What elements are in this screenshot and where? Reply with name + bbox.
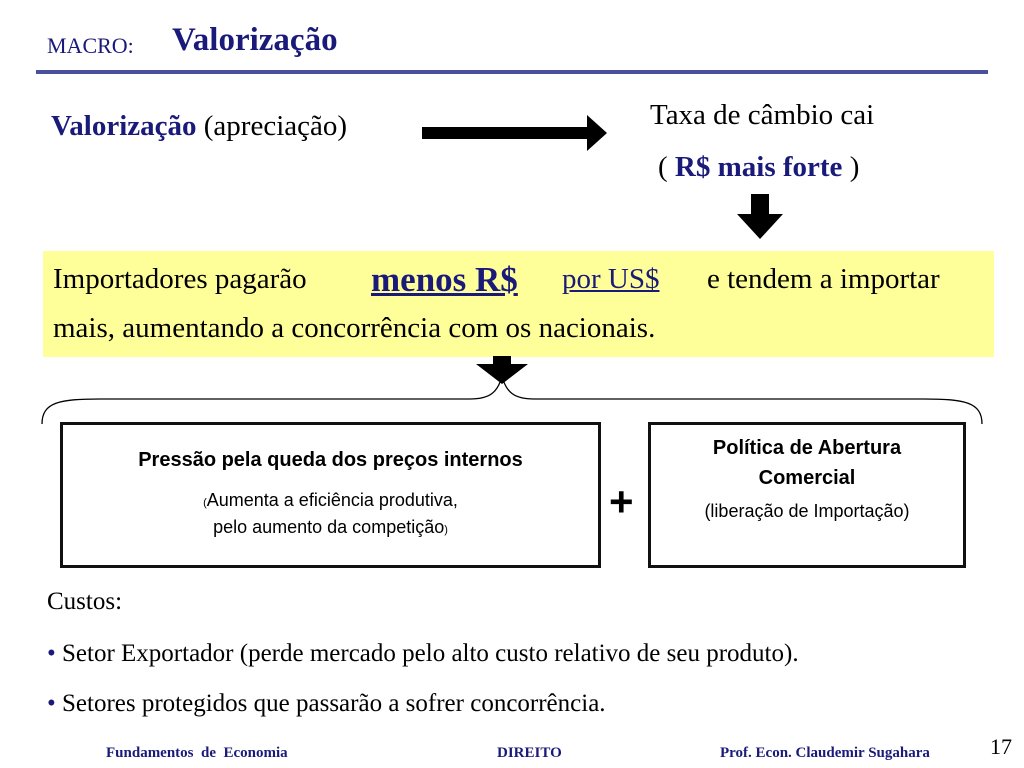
card-left-heading: Pressão pela queda dos preços internos [138, 449, 523, 471]
plus-sign: + [609, 478, 634, 525]
card-left-open-paren: ( [203, 497, 207, 509]
importers-text-line2: mais, aumentando a concorrência com os nacionais. [53, 312, 656, 344]
card-left-line2: pelo aumento da competição [213, 517, 445, 537]
arrow-right-icon [422, 113, 607, 153]
bullet-icon: • [47, 690, 56, 717]
footer-course: Fundamentos de Economia [106, 745, 288, 761]
list-item [47, 690, 606, 718]
internal-price-pressure-card [60, 422, 601, 568]
card-right-heading-line1: Política de Abertura [712, 437, 902, 459]
card-right-body: (liberação de Importação) [704, 501, 910, 521]
page-number: 17 [990, 734, 1012, 759]
lead-statement [51, 110, 347, 143]
paren-open: ( [658, 151, 675, 183]
bullet-icon: • [47, 640, 56, 667]
importers-text-prefix: Importadores pagarão [53, 263, 307, 295]
costs-title: Custos: [47, 588, 123, 615]
title-divider [36, 70, 988, 74]
list-item-text: Setor Exportador (perde mercado pelo alto custo relativo de seu produto). [62, 640, 799, 667]
list-item-text: Setores protegidos que passarão a sofrer concorrência. [62, 690, 606, 717]
card-left-close-paren: ) [444, 524, 448, 536]
importers-text-suffix: e tendem a importar [707, 263, 940, 295]
curly-brace-icon [40, 372, 986, 426]
paren-close: ) [842, 151, 860, 183]
exchange-rate-falls: Taxa de câmbio cai [650, 99, 875, 131]
title-prefix: MACRO: [47, 33, 134, 58]
lead-highlight: Valorização [51, 110, 197, 142]
stronger-real-highlight: R$ mais forte [674, 151, 843, 183]
footer-author: Prof. Econ. Claudemir Sugahara [720, 745, 930, 761]
per-usd-text: por US$ [562, 263, 660, 295]
page-title: Valorização [172, 22, 338, 58]
card-right-heading [651, 433, 963, 493]
card-right-heading-line2: Comercial [758, 467, 856, 489]
card-left-line1: Aumenta a eficiência produtiva, [206, 490, 458, 510]
arrow-down-icon [737, 194, 783, 239]
lead-rest: (apreciação) [196, 110, 348, 142]
importers-emphasis: menos R$ [371, 260, 518, 299]
trade-opening-card [648, 422, 966, 568]
stronger-real-note [658, 151, 859, 184]
list-item [47, 640, 799, 668]
card-left-body [63, 488, 598, 542]
footer-program: DIREITO [497, 745, 562, 761]
